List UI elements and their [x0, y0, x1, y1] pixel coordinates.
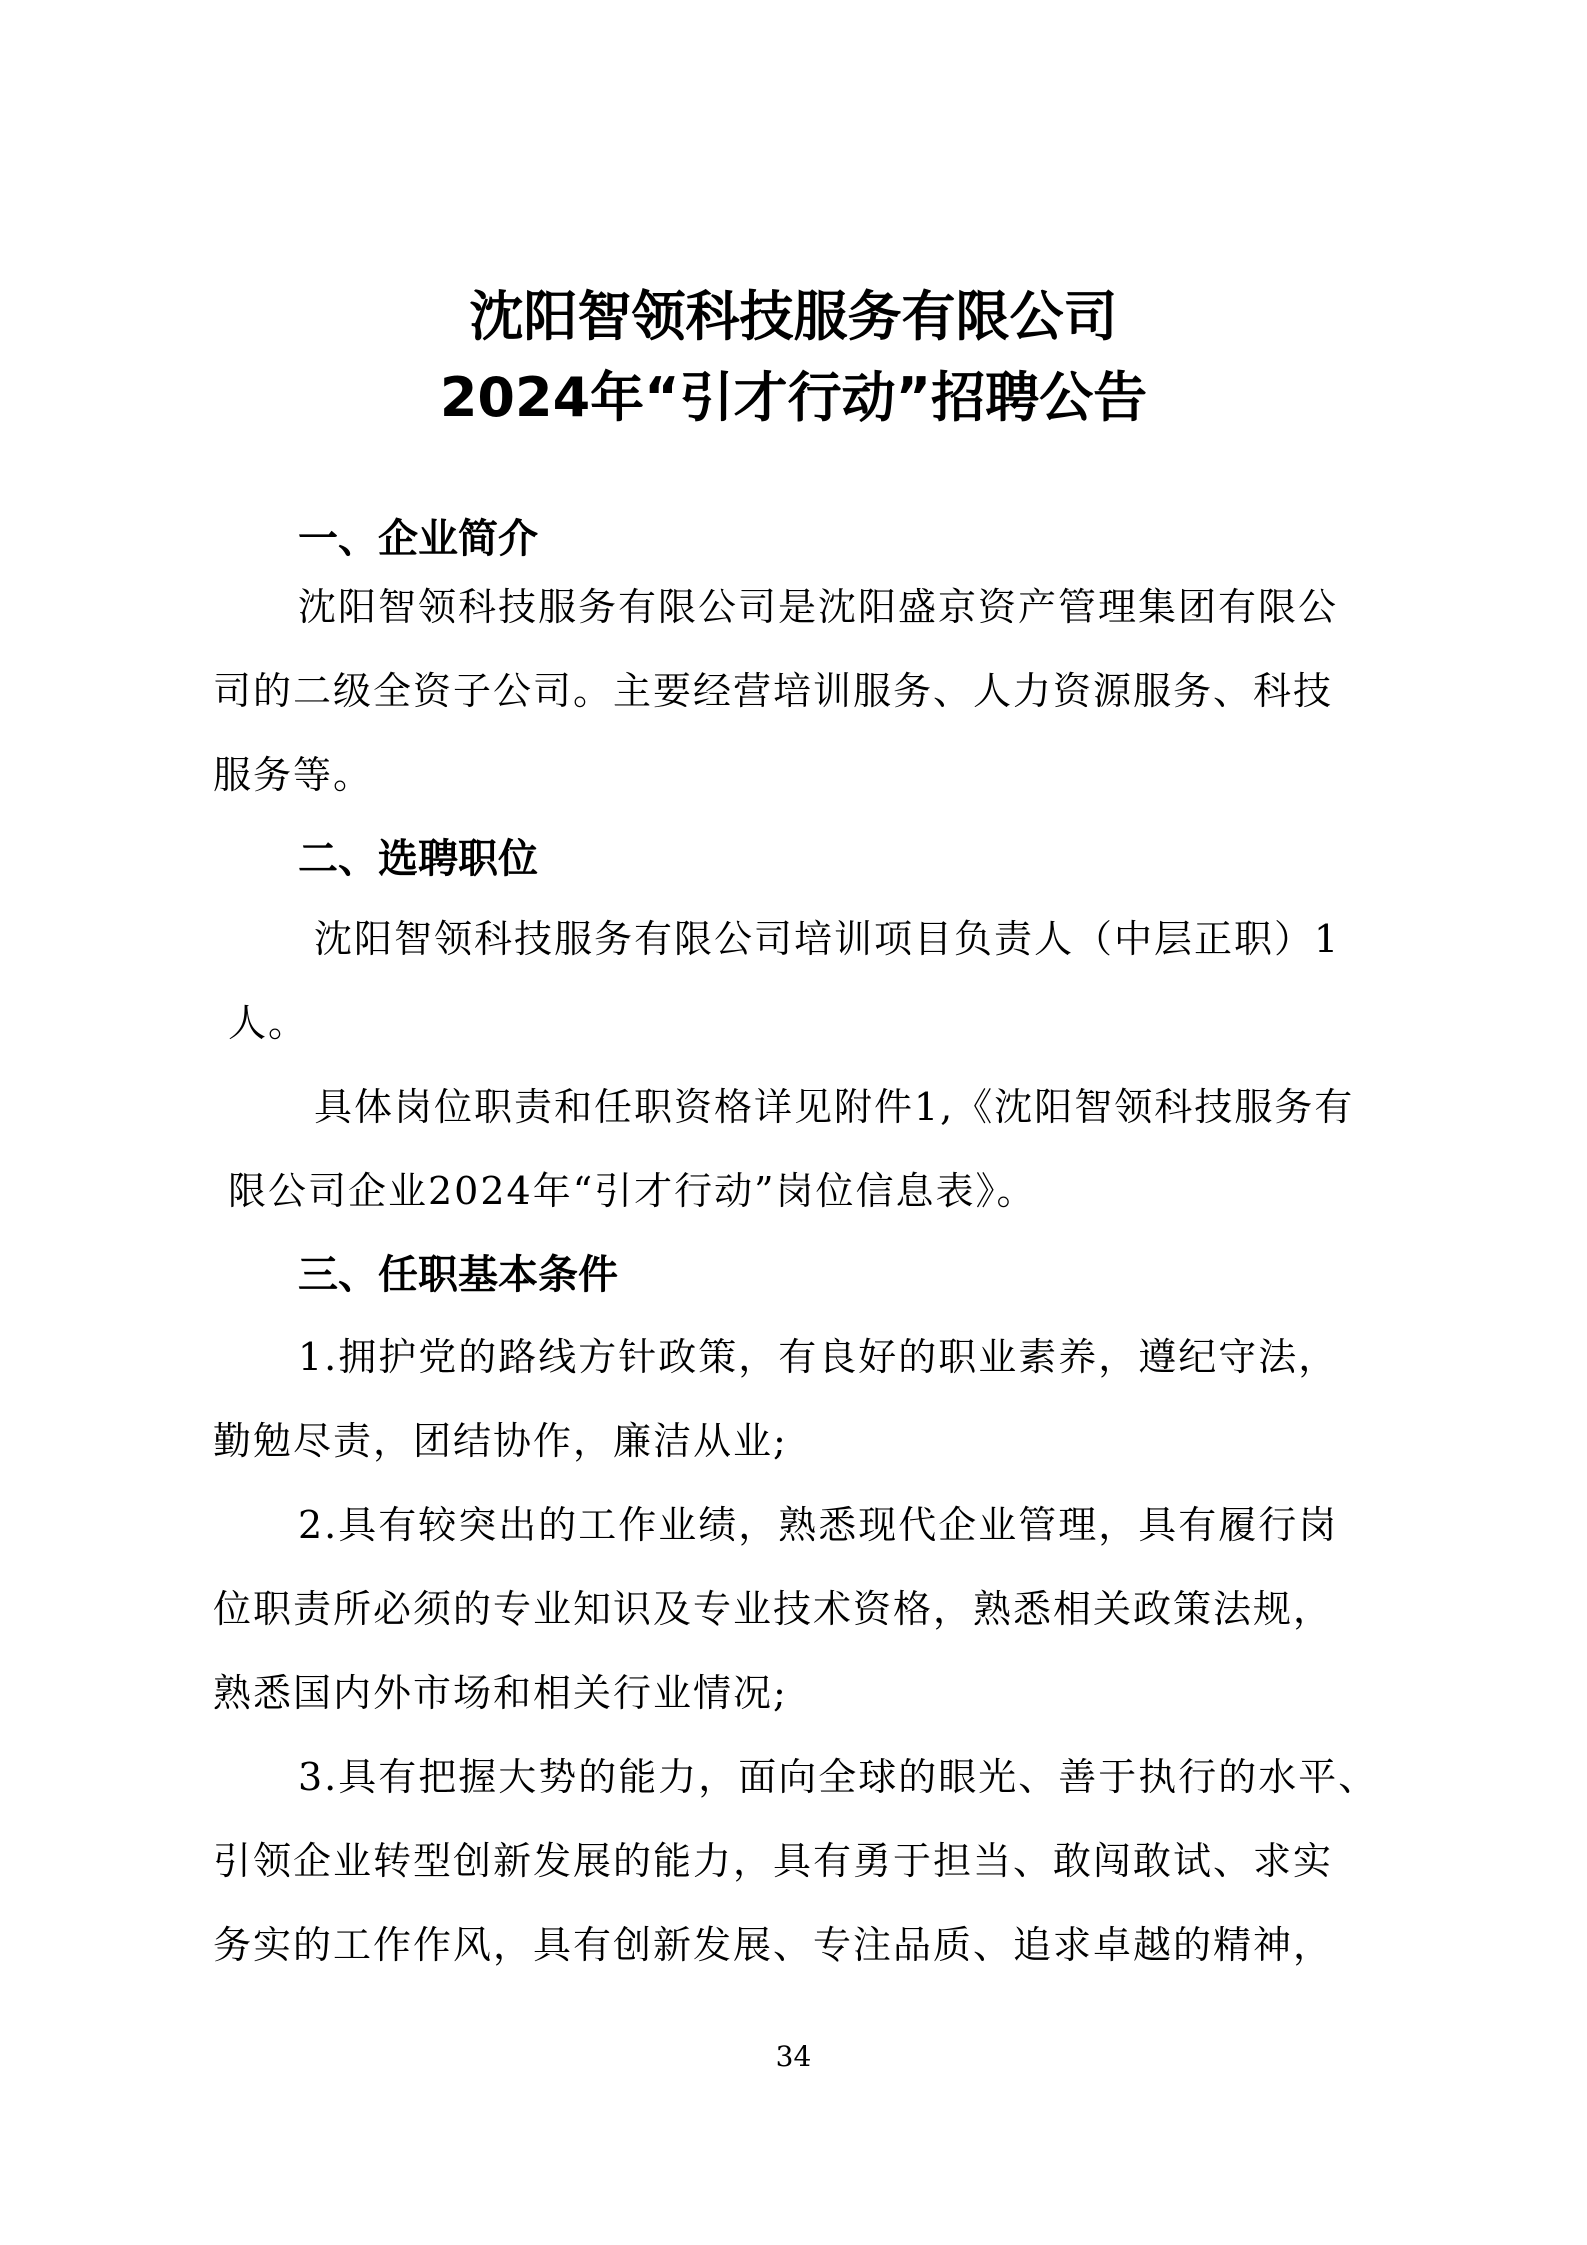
paragraph-line: 服务等。 [213, 753, 374, 797]
document-subtitle: 2024年“引才行动”招聘公告 [439, 366, 1148, 429]
paragraph-line: 沈阳智领科技服务有限公司是沈阳盛京资产管理集团有限公 [298, 585, 1339, 629]
paragraph-line: 勤勉尽责，团结协作，廉洁从业; [213, 1419, 788, 1463]
paragraph-line: 位职责所必须的专业知识及专业技术资格，熟悉相关政策法规， [213, 1587, 1334, 1631]
paragraph-line: 2.具有较突出的工作业绩，熟悉现代企业管理，具有履行岗 [298, 1503, 1339, 1547]
paragraph-line: 引领企业转型创新发展的能力，具有勇于担当、敢闯敢试、求实 [213, 1839, 1334, 1883]
section-heading-company-intro: 一、企业简介 [298, 516, 538, 562]
page-number: 34 [775, 2040, 812, 2073]
paragraph-line: 1.拥护党的路线方针政策，有良好的职业素养，遵纪守法， [298, 1335, 1339, 1379]
paragraph-line: 具体岗位职责和任职资格详见附件1,《沈阳智领科技服务有 [314, 1085, 1355, 1129]
paragraph-line: 人。 [228, 1001, 309, 1045]
paragraph-line: 司的二级全资子公司。主要经营培训服务、人力资源服务、科技 [213, 669, 1334, 713]
section-heading-positions: 二、选聘职位 [298, 836, 538, 882]
paragraph-line: 沈阳智领科技服务有限公司培训项目负责人（中层正职）1 [314, 917, 1341, 961]
paragraph-line: 限公司企业2024年“引才行动”岗位信息表》。 [228, 1169, 1037, 1213]
paragraph-line: 3.具有把握大势的能力，面向全球的眼光、善于执行的水平、 [298, 1755, 1379, 1799]
paragraph-line: 熟悉国内外市场和相关行业情况; [213, 1671, 788, 1715]
document-title: 沈阳智领科技服务有限公司 [469, 285, 1118, 348]
section-heading-requirements: 三、任职基本条件 [298, 1252, 618, 1298]
paragraph-line: 务实的工作作风，具有创新发展、专注品质、追求卓越的精神， [213, 1923, 1334, 1967]
